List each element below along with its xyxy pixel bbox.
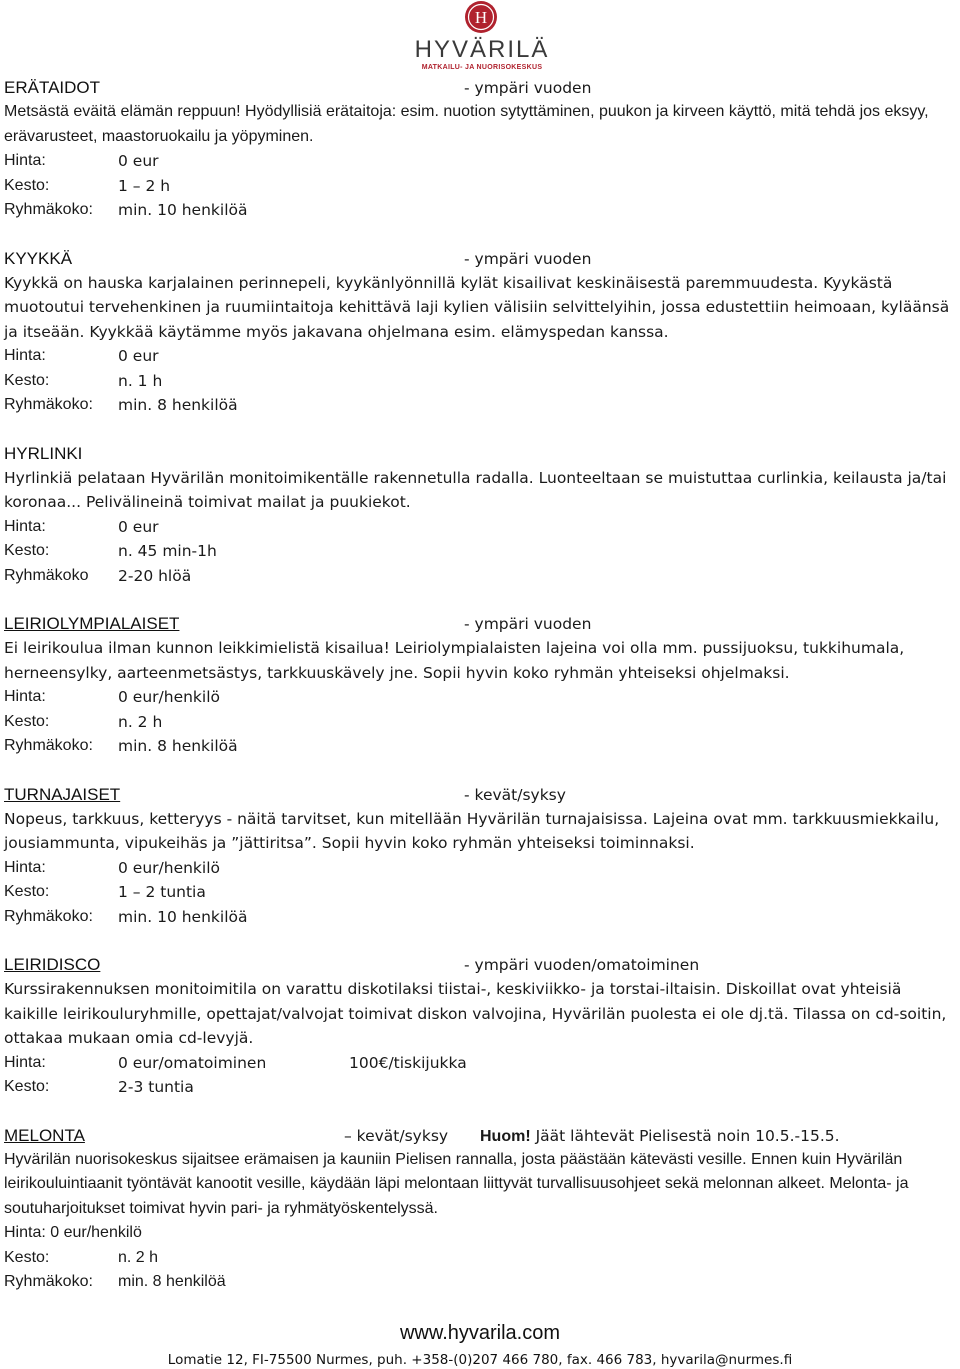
group-size-row bbox=[4, 393, 952, 418]
price-label: Hinta: 0 eur/henkilö bbox=[4, 1224, 142, 1241]
price-label: Hinta: bbox=[4, 517, 46, 535]
program-section bbox=[4, 953, 952, 1100]
duration-value: n. 1 h bbox=[118, 371, 163, 390]
section-season: - kevät/syksy bbox=[464, 785, 566, 804]
program-section bbox=[4, 1124, 952, 1295]
price-row bbox=[4, 1221, 952, 1246]
group-size-value: min. 8 henkilöä bbox=[118, 1273, 226, 1290]
price-row bbox=[4, 1051, 952, 1076]
duration-value: n. 45 min-1h bbox=[118, 542, 217, 560]
hyvarila-emblem-icon bbox=[464, 0, 498, 34]
duration-row bbox=[4, 539, 952, 564]
section-season: - ympäri vuoden/omatoiminen bbox=[464, 956, 700, 974]
section-description: Ei leirikoulua ilman kunnon leikkimielistä kisailua! Leiriolympialaisten lajeina voi olla mm. pussijuoksu, tukkihumala, herneensylky, aarteenmetsästys, tarkkuuskävely jne. Sopii hyvin koko ryhmän yhteiseksi ohjelmaksi. bbox=[4, 639, 905, 682]
group-size-row bbox=[4, 1270, 952, 1295]
price-row bbox=[4, 344, 952, 369]
group-size-value: min. 10 henkilöä bbox=[118, 201, 248, 219]
hyvarila-logo bbox=[414, 0, 550, 76]
section-title: HYRLINKI bbox=[4, 443, 83, 463]
group-size-row bbox=[4, 564, 952, 589]
section-description: Hyrlinkiä pelataan Hyvärilän monitoimikentälle rakennetulla radalla. Luonteeltaan se muistuttaa curlinkia, keilausta ja/tai koronaa... Pelivälineinä toimivat mailat ja puukiekot. bbox=[4, 468, 947, 511]
contact-address: Lomatie 12, FI-75500 Nurmes, puh. +358-(0)207 466 780, fax. 466 783, hyvarila@nurmes.fi bbox=[167, 1352, 793, 1368]
price-value: 0 eur bbox=[118, 517, 159, 536]
group-size-value: min. 8 henkilöä bbox=[118, 396, 238, 414]
duration-row bbox=[4, 1246, 952, 1271]
duration-value: n. 2 h bbox=[118, 1248, 159, 1266]
section-description: Nopeus, tarkkuus, ketteryys - näitä tarvitset, kun mitellään Hyvärilän turnajaisissa. Lajeina ovat mm. tarkkuusmiekkailu, jousiammunta, vipukeihäs ja ”jättiritsa”. Sopii hyvin koko ryhmän yhteiseksi toiminnaksi. bbox=[4, 809, 940, 852]
logo-name: HYVÄRILÄ bbox=[414, 36, 550, 63]
section-note bbox=[480, 1124, 840, 1149]
duration-label: Kesto: bbox=[4, 712, 50, 730]
duration-value: 1 – 2 tuntia bbox=[118, 883, 206, 901]
price-value: 0 eur/henkilö bbox=[118, 688, 220, 706]
section-title: ERÄTAIDOT bbox=[4, 78, 101, 97]
price-label: Hinta: bbox=[4, 347, 46, 364]
price-value: 0 eur/henkilö bbox=[118, 858, 220, 877]
section-description: Kyykkä on hauska karjalainen perinnepeli, kyykänlyönnillä kylät kisailivat keskinäisestä paremmuudesta. Kyykästä muotoutui tervehenkinen ja ruumiintaitoja kehittävä laji kylien välisiin selvittelyihin, jossa edustettiin heimoaan, kyläänsä ja itseään. Kyykkää käytämme myös jakavana ohjelmana esim. elämyspedan kanssa. bbox=[4, 273, 950, 341]
section-description: Hyvärilän nuorisokeskus sijaitsee erämaisen ja kauniin Pielisen rannalla, josta päästään kätevästi vesille. Ennen kuin Hyvärilän leirikouluintiaanit työntävät kanootit vesille, käydään läpi melontaan liittyvät turvallisuusohjeet sekä melonnan alkeet. Melonta- ja soutuharjoitukset toimivat hyvin pari- ja ryhmätyöskentelyssä. bbox=[4, 1150, 909, 1217]
section-season: - ympäri vuoden bbox=[464, 249, 592, 268]
group-size-row bbox=[4, 198, 952, 223]
program-section bbox=[4, 442, 952, 589]
section-header bbox=[4, 76, 952, 100]
logo-subtitle: MATKAILU- JA NUORISOKESKUS bbox=[421, 64, 543, 71]
section-title: TURNAJAISET bbox=[4, 784, 121, 804]
price-label: Hinta: bbox=[4, 152, 46, 169]
section-season: – kevät/syksy bbox=[344, 1126, 449, 1145]
group-size-row bbox=[4, 734, 952, 759]
section-season: - ympäri vuoden bbox=[464, 79, 592, 97]
duration-value: 2-3 tuntia bbox=[118, 1078, 194, 1096]
group-size-label: Ryhmäkoko: bbox=[4, 396, 93, 413]
price-row bbox=[4, 515, 952, 540]
group-size-value: 2-20 hlöä bbox=[118, 566, 192, 585]
section-title: MELONTA bbox=[4, 1125, 85, 1145]
section-header bbox=[4, 442, 952, 466]
price-row bbox=[4, 149, 952, 174]
duration-label: Kesto: bbox=[4, 1248, 50, 1266]
group-size-label: Ryhmäkoko: bbox=[4, 907, 93, 925]
price-label: Hinta: bbox=[4, 858, 46, 876]
program-section bbox=[4, 783, 952, 930]
group-size-value: min. 8 henkilöä bbox=[118, 737, 238, 755]
program-section bbox=[4, 76, 952, 223]
website-link[interactable]: www.hyvarila.com bbox=[399, 1322, 561, 1344]
duration-label: Kesto: bbox=[4, 883, 50, 900]
price-value-dj: 100€/tiskijukka bbox=[349, 1053, 467, 1072]
group-size-value: min. 10 henkilöä bbox=[118, 907, 248, 926]
program-section bbox=[4, 612, 952, 759]
group-size-label: Ryhmäkoko: bbox=[4, 737, 93, 754]
duration-label: Kesto: bbox=[4, 542, 50, 559]
section-header bbox=[4, 247, 952, 271]
section-title: LEIRIOLYMPIALAISET bbox=[4, 614, 180, 633]
price-label: Hinta: bbox=[4, 688, 46, 705]
section-description: Metsästä eväitä elämän reppuun! Hyödyllisiä erätaitoja: esim. nuotion sytyttäminen, puukon ja kirveen käyttö, mitä tehdä jos eksyy, erävarusteet, maastoruokailu ja yöpyminen. bbox=[4, 103, 929, 145]
price-row bbox=[4, 685, 952, 710]
group-size-label: Ryhmäkoko bbox=[4, 566, 89, 584]
note-bold: Huom! bbox=[480, 1127, 531, 1145]
duration-row bbox=[4, 1075, 952, 1100]
program-section bbox=[4, 247, 952, 418]
price-value: 0 eur bbox=[118, 152, 159, 170]
duration-row bbox=[4, 710, 952, 735]
price-label: Hinta: bbox=[4, 1053, 46, 1071]
group-size-row bbox=[4, 905, 952, 930]
duration-value: n. 2 h bbox=[118, 712, 163, 731]
note-text: Jäät lähtevät Pielisestä noin 10.5.-15.5. bbox=[530, 1126, 840, 1145]
group-size-label: Ryhmäkoko: bbox=[4, 1273, 93, 1290]
section-description: Kurssirakennuksen monitoimitila on varattu diskotilaksi tiistai-, keskiviikko- ja torstai-iltaisin. Diskoillat ovat yhteisiä kaikille leirikouluryhmille, opettajat/valvojat toimivat diskon valvojina, Hyvärilän puolesta ei ole dj.tä. Tilassa on cd-soitin, ottakaa mukaan omia cd-levyjä. bbox=[4, 980, 947, 1047]
section-header bbox=[4, 783, 952, 807]
duration-label: Kesto: bbox=[4, 371, 50, 389]
svg-text:H: H bbox=[474, 8, 488, 27]
section-header bbox=[4, 953, 952, 977]
price-row bbox=[4, 856, 952, 881]
price-value: 0 eur/omatoiminen bbox=[118, 1053, 267, 1072]
duration-row bbox=[4, 369, 952, 394]
program-list bbox=[4, 76, 952, 1319]
group-size-label: Ryhmäkoko: bbox=[4, 201, 93, 218]
duration-value: 1 – 2 h bbox=[118, 176, 171, 195]
section-title: KYYKKÄ bbox=[4, 248, 73, 268]
section-title: LEIRIDISCO bbox=[4, 955, 101, 974]
section-header bbox=[4, 1124, 952, 1148]
duration-row bbox=[4, 174, 952, 199]
section-header bbox=[4, 612, 952, 636]
price-value: 0 eur bbox=[118, 347, 159, 365]
duration-row bbox=[4, 880, 952, 905]
duration-label: Kesto: bbox=[4, 176, 50, 194]
duration-label: Kesto: bbox=[4, 1078, 50, 1095]
section-season: - ympäri vuoden bbox=[464, 615, 592, 633]
